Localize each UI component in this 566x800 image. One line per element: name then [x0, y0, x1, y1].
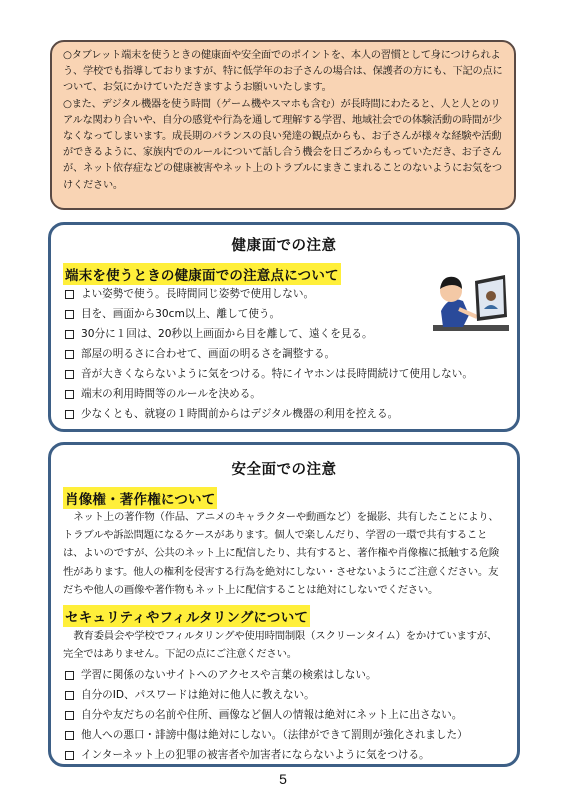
- checkbox-icon: [65, 671, 74, 680]
- copyright-text: ネット上の著作物（作品、アニメのキャラクターや動画など）を撮影、共有したことにより、トラブルや訴訟問題になるケースがあります。個人で楽しんだり、学習の一環で共有することは、よいのですが、公共のネット上に配信したり、共有すると、著作権や肖像権に抵触する危険性があります。他人の権利を侵害する行為を絶対にしない・させないようにご注意ください。友だちや他人の画像や著作物もネット上に配信することは絶対にしないでください。: [63, 511, 500, 596]
- checkbox-icon: [65, 751, 74, 760]
- list-item: インターネット上の犯罪の被害者や加害者にならないように気をつける。: [63, 745, 507, 765]
- list-item: 音が大きくならないように気をつける。特にイヤホンは長時間続けて使用しない。: [63, 364, 507, 384]
- safety-panel: [48, 442, 520, 767]
- list-item: 端末の利用時間等のルールを決める。: [63, 384, 507, 404]
- list-item: 少なくとも、就寝の１時間前からはデジタル機器の利用を控える。: [63, 404, 507, 424]
- intro-paragraph-2: ○また、デジタル機器を使う時間（ゲーム機やスマホも含む）が長時間にわたると、人と人とのリアルな関わり合いや、自分の感覚や行為を通して理解する学習、地域社会での体験活動の時間が少なくなってしまいます。成長期のバランスの良い発達の観点からも、お子さんが様々な経験や活動ができるように、家族内でのルールについて話し合う機会を日ごろからもっていただき、お子さんが、ネット依存症などの健康被害やネット上のトラブルにまきこまれることのないようにお気をつけください。: [63, 98, 503, 191]
- checkbox-icon: [65, 731, 74, 740]
- list-item: 目を、画面から30cm以上、離して使う。: [63, 304, 507, 324]
- list-item: 他人への悪口・誹謗中傷は絶対にしない。（法律ができて罰則が強化されました）: [63, 725, 507, 745]
- security-heading: セキュリティやフィルタリングについて: [63, 605, 310, 627]
- health-subtitle: 端末を使うときの健康面での注意点について: [63, 263, 341, 285]
- checkbox-icon: [65, 310, 74, 319]
- checkbox-icon: [65, 390, 74, 399]
- security-checklist: [63, 665, 507, 765]
- checkbox-icon: [65, 410, 74, 419]
- safety-title: 安全面での注意: [231, 462, 337, 478]
- list-item: 学習に関係のないサイトへのアクセスや言葉の検索はしない。: [63, 665, 507, 685]
- page-number: 5: [279, 771, 287, 787]
- health-title: 健康面での注意: [231, 238, 337, 254]
- list-item: 部屋の明るさに合わせて、画面の明るさを調整する。: [63, 344, 507, 364]
- health-checklist: [63, 284, 507, 424]
- checkbox-icon: [65, 691, 74, 700]
- list-item: 自分や友だちの名前や住所、画像など個人の情報は絶対にネット上に出さない。: [63, 705, 507, 725]
- checkbox-icon: [65, 290, 74, 299]
- checkbox-icon: [65, 330, 74, 339]
- list-item: 自分のID、パスワードは絶対に他人に教えない。: [63, 685, 507, 705]
- checkbox-icon: [65, 370, 74, 379]
- list-item: 30分に１回は、20秒以上画面から目を離して、遠くを見る。: [63, 324, 507, 344]
- checkbox-icon: [65, 350, 74, 359]
- checkbox-icon: [65, 711, 74, 720]
- intro-paragraph-1: ○タブレット端末を使うときの健康面や安全面でのポイントを、本人の習慣として身につけられよう、学校でも指導しておりますが、特に低学年のお子さんの場合は、保護者の方にも、下記の点について、お気にかけていただきますようお願いいたします。: [63, 50, 503, 94]
- list-item: よい姿勢で使う。長時間同じ姿勢で使用しない。: [63, 284, 507, 304]
- intro-note-box: [50, 40, 516, 210]
- health-panel: [48, 222, 520, 432]
- security-text: 教育委員会や学校でフィルタリングや使用時間制限（スクリーンタイム）をかけていますが、完全ではありません。下記の点にご注意ください。: [63, 630, 498, 661]
- copyright-heading: 肖像権・著作権について: [63, 487, 217, 509]
